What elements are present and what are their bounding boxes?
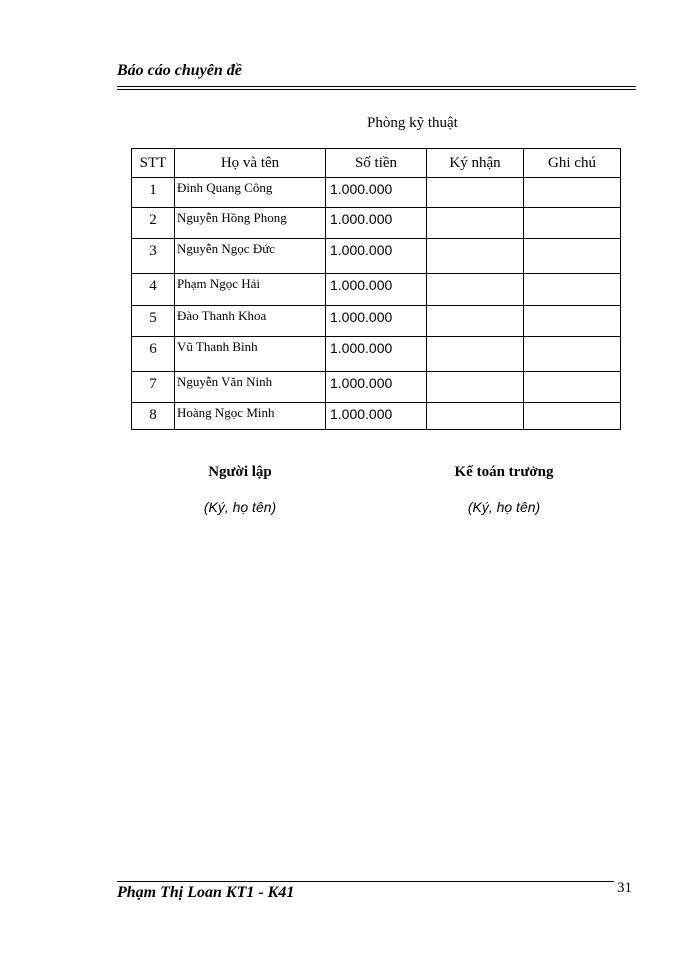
page-number: 31 [617, 880, 632, 896]
column-header-name: Họ và tên [175, 149, 326, 178]
row-note-cell [524, 306, 621, 337]
row-stt: 7 [132, 372, 175, 403]
column-header-signature: Ký nhận [427, 149, 524, 178]
table-row [132, 372, 621, 403]
row-stt: 3 [132, 239, 175, 274]
row-stt: 6 [132, 337, 175, 372]
row-amount: 1.000.000 [326, 372, 427, 403]
row-amount: 1.000.000 [326, 178, 427, 208]
signature-role: Người lập [208, 464, 272, 480]
row-note-cell [524, 372, 621, 403]
row-signature-cell [427, 178, 524, 208]
table-row [132, 274, 621, 306]
footer-divider [117, 881, 614, 882]
row-stt: 2 [132, 208, 175, 239]
table-row [132, 239, 621, 274]
payment-table [131, 148, 621, 430]
row-note-cell [524, 239, 621, 274]
signature-role: Kế toán trưởng [454, 464, 554, 480]
row-amount: 1.000.000 [326, 239, 427, 274]
header-divider-top [117, 86, 636, 87]
row-note-cell [524, 178, 621, 208]
row-signature-cell [427, 372, 524, 403]
table-row [132, 403, 621, 430]
row-amount: 1.000.000 [326, 208, 427, 239]
column-header-stt: STT [132, 149, 175, 178]
row-amount: 1.000.000 [326, 306, 427, 337]
table-row [132, 337, 621, 372]
row-amount: 1.000.000 [326, 337, 427, 372]
row-name: Hoàng Ngọc Minh [175, 403, 326, 430]
row-note-cell [524, 337, 621, 372]
row-amount: 1.000.000 [326, 274, 427, 306]
table-row [132, 208, 621, 239]
footer-author: Phạm Thị Loan KT1 - K41 [117, 884, 295, 901]
row-stt: 8 [132, 403, 175, 430]
column-header-note: Ghi chú [524, 149, 621, 178]
signature-hint: (Ký, họ tên) [203, 499, 277, 515]
row-note-cell [524, 208, 621, 239]
row-stt: 5 [132, 306, 175, 337]
row-stt: 1 [132, 178, 175, 208]
row-note-cell [524, 274, 621, 306]
table-row [132, 306, 621, 337]
row-name: Nguyễn Văn Ninh [175, 372, 326, 403]
table-header-row [132, 149, 621, 178]
signature-block-preparer [160, 464, 320, 515]
row-name: Nguyễn Ngọc Đức [175, 239, 326, 274]
column-header-amount: Số tiền [326, 149, 427, 178]
signature-block-chief-accountant [424, 464, 584, 515]
row-note-cell [524, 403, 621, 430]
signature-hint: (Ký, họ tên) [467, 499, 541, 515]
row-signature-cell [427, 306, 524, 337]
row-signature-cell [427, 239, 524, 274]
row-amount: 1.000.000 [326, 403, 427, 430]
row-name: Phạm Ngọc Hải [175, 274, 326, 306]
table-row [132, 178, 621, 208]
row-name: Đào Thanh Khoa [175, 306, 326, 337]
row-name: Nguyễn Hồng Phong [175, 208, 326, 239]
row-signature-cell [427, 208, 524, 239]
department-title: Phòng kỹ thuật [367, 115, 458, 131]
row-stt: 4 [132, 274, 175, 306]
row-signature-cell [427, 337, 524, 372]
header-divider-bottom [117, 89, 636, 90]
row-signature-cell [427, 274, 524, 306]
row-name: Đinh Quang Công [175, 178, 326, 208]
row-signature-cell [427, 403, 524, 430]
row-name: Vũ Thanh Bình [175, 337, 326, 372]
report-header-title: Báo cáo chuyên đề [117, 62, 242, 79]
